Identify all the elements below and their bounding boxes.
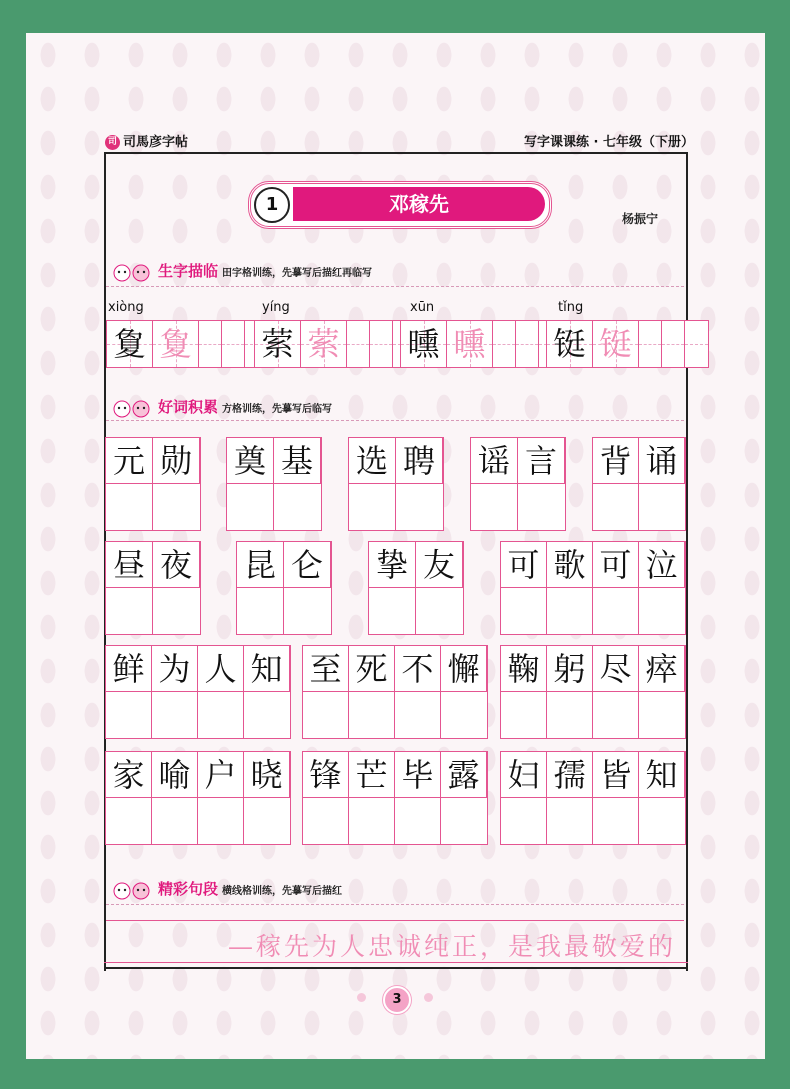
- section3-title: 精彩句段: [158, 880, 219, 898]
- word-char: 妇: [501, 752, 547, 798]
- word-char: 昼: [106, 542, 153, 588]
- empty-practice-cell[interactable]: [227, 484, 274, 530]
- empty-practice-cell[interactable]: [274, 484, 321, 530]
- dash-line: [106, 286, 684, 287]
- empty-practice-cell[interactable]: [106, 798, 152, 844]
- empty-practice-cell[interactable]: [441, 798, 487, 844]
- page-dot-right: [424, 993, 433, 1002]
- empty-practice-cell[interactable]: [369, 588, 416, 634]
- word-char: 为: [152, 646, 198, 692]
- lesson-title: 邓稼先: [293, 187, 545, 221]
- word-char: 懈: [441, 646, 487, 692]
- sentence-trace-line: [106, 920, 684, 963]
- empty-practice-cell[interactable]: [349, 798, 395, 844]
- word-char: 仑: [284, 542, 331, 588]
- word-char: 勋: [153, 438, 200, 484]
- empty-practice-cell[interactable]: [244, 692, 290, 738]
- word-char: 知: [244, 646, 290, 692]
- empty-practice-cell[interactable]: [547, 692, 593, 738]
- word-char: 不: [395, 646, 441, 692]
- empty-practice-cell[interactable]: [441, 692, 487, 738]
- model-char: 铤: [553, 325, 586, 363]
- word-char: 可: [501, 542, 547, 588]
- word-char: 瘁: [639, 646, 685, 692]
- empty-practice-cell[interactable]: [153, 588, 200, 634]
- empty-practice-cell[interactable]: [639, 798, 685, 844]
- word-box: [302, 645, 488, 739]
- empty-practice-cell[interactable]: [593, 588, 639, 634]
- practice-grid-2: [254, 320, 417, 368]
- brand-logo: [105, 131, 188, 150]
- word-box: [500, 541, 686, 635]
- word-box: [470, 437, 566, 531]
- empty-practice-cell[interactable]: [395, 692, 441, 738]
- pinyin-3: xūn: [410, 300, 435, 315]
- word-char: 喻: [152, 752, 198, 798]
- word-box: [105, 541, 201, 635]
- section2-hint: 方格训练，先摹写后临写: [222, 404, 333, 415]
- word-char: 夜: [153, 542, 200, 588]
- word-box: [226, 437, 322, 531]
- word-char: 言: [518, 438, 565, 484]
- sentence-text: —稼先为人忠诚纯正，是我最敬爱的: [227, 932, 676, 961]
- word-char: 可: [593, 542, 639, 588]
- cat-dog-mascot-icon: [110, 880, 154, 900]
- word-box: [500, 751, 686, 845]
- section1-title: 生字描临: [158, 262, 219, 280]
- word-char: 毕: [395, 752, 441, 798]
- brand-name: 司馬彦字帖: [123, 135, 189, 150]
- empty-practice-cell[interactable]: [303, 798, 349, 844]
- word-char: 芒: [349, 752, 395, 798]
- word-box: [302, 751, 488, 845]
- empty-practice-cell[interactable]: [106, 692, 152, 738]
- empty-practice-cell[interactable]: [396, 484, 443, 530]
- empty-practice-cell[interactable]: [639, 484, 685, 530]
- word-box: [368, 541, 464, 635]
- empty-practice-cell[interactable]: [471, 484, 518, 530]
- model-char: 萦: [261, 325, 294, 363]
- word-char: 孺: [547, 752, 593, 798]
- lesson-number: 1: [254, 187, 290, 223]
- page-dot-left: [357, 993, 366, 1002]
- empty-practice-cell[interactable]: [547, 798, 593, 844]
- dash-line: [106, 904, 684, 905]
- empty-practice-cell[interactable]: [349, 484, 396, 530]
- trace-char: 曛: [453, 325, 486, 363]
- section3-hint: 横线格训练，先摹写后描红: [222, 886, 343, 897]
- empty-practice-cell[interactable]: [106, 588, 153, 634]
- brand-seal-icon: 司: [105, 135, 120, 150]
- model-char: 夐: [113, 325, 146, 363]
- word-char: 谣: [471, 438, 518, 484]
- word-char: 选: [349, 438, 396, 484]
- word-char: 诵: [639, 438, 685, 484]
- word-char: 鲜: [106, 646, 152, 692]
- empty-practice-cell[interactable]: [501, 588, 547, 634]
- word-char: 歌: [547, 542, 593, 588]
- empty-practice-cell[interactable]: [198, 798, 244, 844]
- word-char: 晓: [244, 752, 290, 798]
- empty-practice-cell[interactable]: [198, 692, 244, 738]
- pinyin-4: tǐng: [558, 300, 584, 315]
- word-char: 露: [441, 752, 487, 798]
- page-number: 3: [383, 986, 411, 1014]
- empty-practice-cell[interactable]: [639, 692, 685, 738]
- section-title-sentence: [110, 878, 342, 900]
- empty-practice-cell[interactable]: [237, 588, 284, 634]
- word-box: [105, 645, 291, 739]
- word-char: 人: [198, 646, 244, 692]
- word-box: [592, 437, 686, 531]
- word-char: 家: [106, 752, 152, 798]
- pinyin-1: xiòng: [108, 300, 144, 315]
- empty-practice-cell[interactable]: [518, 484, 565, 530]
- lesson-banner: [248, 181, 552, 229]
- word-box: [105, 751, 291, 845]
- word-box: [500, 645, 686, 739]
- practice-grid-3: [400, 320, 563, 368]
- word-char: 户: [198, 752, 244, 798]
- cat-dog-mascot-icon: [110, 398, 154, 418]
- empty-practice-cell[interactable]: [153, 484, 200, 530]
- word-char: 昆: [237, 542, 284, 588]
- word-char: 奠: [227, 438, 274, 484]
- word-box: [236, 541, 332, 635]
- empty-practice-cell[interactable]: [349, 692, 395, 738]
- section2-title: 好词积累: [158, 398, 219, 416]
- word-char: 锋: [303, 752, 349, 798]
- empty-practice-cell[interactable]: [244, 798, 290, 844]
- word-char: 基: [274, 438, 321, 484]
- word-char: 死: [349, 646, 395, 692]
- lesson-author: 杨振宁: [622, 212, 659, 226]
- word-char: 挚: [369, 542, 416, 588]
- word-char: 知: [639, 752, 685, 798]
- word-char: 聘: [396, 438, 443, 484]
- section-title-words: [110, 396, 332, 418]
- empty-practice-cell[interactable]: [152, 798, 198, 844]
- book-info: 写字课课练 · 七年级（下册）: [524, 135, 694, 150]
- empty-practice-cell[interactable]: [501, 798, 547, 844]
- word-char: 鞠: [501, 646, 547, 692]
- bottom-rule: [104, 967, 688, 969]
- word-char: 皆: [593, 752, 639, 798]
- word-char: 元: [106, 438, 153, 484]
- trace-char: 铤: [599, 325, 632, 363]
- cat-dog-mascot-icon: [110, 262, 154, 282]
- empty-practice-cell[interactable]: [284, 588, 331, 634]
- practice-grid-4: [546, 320, 709, 368]
- empty-practice-cell[interactable]: [501, 692, 547, 738]
- trace-char: 夐: [159, 325, 192, 363]
- empty-practice-cell[interactable]: [593, 484, 639, 530]
- word-char: 泣: [639, 542, 685, 588]
- empty-practice-cell[interactable]: [547, 588, 593, 634]
- word-char: 尽: [593, 646, 639, 692]
- model-char: 曛: [407, 325, 440, 363]
- practice-grid-1: [106, 320, 269, 368]
- empty-practice-cell[interactable]: [639, 588, 685, 634]
- section1-hint: 田字格训练，先摹写后描红再临写: [222, 268, 373, 279]
- empty-practice-cell[interactable]: [395, 798, 441, 844]
- word-box: [105, 437, 201, 531]
- empty-practice-cell[interactable]: [106, 484, 153, 530]
- word-char: 至: [303, 646, 349, 692]
- empty-practice-cell[interactable]: [416, 588, 463, 634]
- empty-practice-cell[interactable]: [593, 798, 639, 844]
- empty-practice-cell[interactable]: [593, 692, 639, 738]
- word-char: 躬: [547, 646, 593, 692]
- word-char: 友: [416, 542, 463, 588]
- section-title-new-chars: [110, 260, 372, 282]
- dash-line: [106, 420, 684, 421]
- word-char: 背: [593, 438, 639, 484]
- empty-practice-cell[interactable]: [303, 692, 349, 738]
- trace-char: 萦: [307, 325, 340, 363]
- empty-practice-cell[interactable]: [152, 692, 198, 738]
- pinyin-2: yíng: [262, 300, 290, 315]
- word-box: [348, 437, 444, 531]
